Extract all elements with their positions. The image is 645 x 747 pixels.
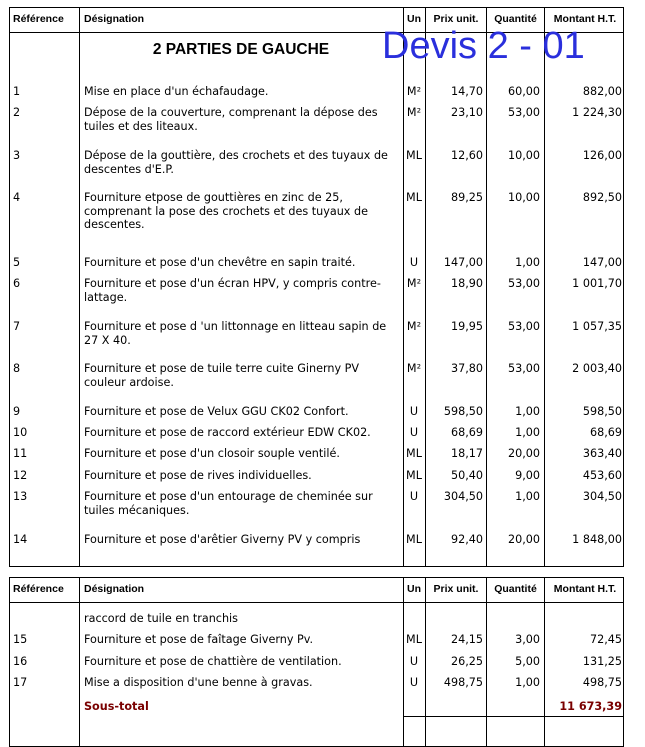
row-price: 37,80 <box>450 362 483 375</box>
row-reference: 11 <box>13 447 28 460</box>
row-unit: M² <box>406 277 422 290</box>
row-reference: 13 <box>13 490 28 503</box>
row-quantity: 3,00 <box>515 633 540 646</box>
header-amount: Montant H.T. <box>553 583 617 595</box>
row-price: 12,60 <box>450 149 483 162</box>
row-amount: 453,60 <box>582 469 622 482</box>
row-reference: 17 <box>13 676 28 689</box>
header-reference: Référence <box>13 13 64 25</box>
row-price: 18,17 <box>450 447 483 460</box>
row-amount: 363,40 <box>582 447 622 460</box>
row-unit: U <box>409 676 419 689</box>
section-title: 2 PARTIES DE GAUCHE <box>152 41 330 58</box>
header-amount: Montant H.T. <box>553 13 617 25</box>
row-quantity: 10,00 <box>507 149 540 162</box>
header-designation: Désignation <box>84 13 145 25</box>
header-price: Prix unit. <box>433 583 479 595</box>
row-price: 50,40 <box>450 469 483 482</box>
row-quantity: 53,00 <box>507 106 540 119</box>
row-amount: 72,45 <box>589 633 622 646</box>
row-amount: 882,00 <box>582 85 622 98</box>
row-quantity: 53,00 <box>507 362 540 375</box>
row-amount: 126,00 <box>582 149 622 162</box>
row-designation: Fourniture etpose de gouttières en zinc de 25, comprenant la pose des crochets et des tuyaux de descentes. <box>84 191 368 231</box>
row-unit: U <box>409 655 419 668</box>
row-reference: 8 <box>13 362 21 375</box>
row-designation: Fourniture et pose d'arêtier Giverny PV y compris <box>84 533 361 546</box>
row-unit: ML <box>406 633 422 646</box>
row-quantity: 1,00 <box>515 490 540 503</box>
row-designation: Fourniture et pose de rives individuelles. <box>84 469 312 482</box>
row-price: 498,75 <box>443 676 483 689</box>
row-price: 598,50 <box>443 405 483 418</box>
row-reference: 3 <box>13 149 21 162</box>
row-designation: Fourniture et pose d'un entourage de cheminée sur tuiles mécaniques. <box>84 490 373 517</box>
header-unit: Un <box>407 13 421 25</box>
header-designation: Désignation <box>84 583 145 595</box>
row-designation: Fourniture et pose d'un chevêtre en sapin traité. <box>84 256 356 269</box>
row-quantity: 5,00 <box>515 655 540 668</box>
row-price: 24,15 <box>450 633 483 646</box>
row-reference: 10 <box>13 426 28 439</box>
row-reference: 9 <box>13 405 21 418</box>
row-price: 304,50 <box>443 490 483 503</box>
row-designation: Fourniture et pose de Velux GGU CK02 Confort. <box>84 405 349 418</box>
row-reference: 5 <box>13 256 21 269</box>
row-amount: 498,75 <box>582 676 622 689</box>
row-amount: 2 003,40 <box>572 362 622 375</box>
header-price: Prix unit. <box>433 13 479 25</box>
row-designation: Fourniture et pose de faîtage Giverny Pv. <box>84 633 314 646</box>
row-reference: 6 <box>13 277 21 290</box>
table-header <box>10 578 623 603</box>
row-price: 26,25 <box>450 655 483 668</box>
row-quantity: 1,00 <box>515 426 540 439</box>
row-designation: Mise en place d'un échafaudage. <box>84 85 269 98</box>
header-unit: Un <box>407 583 421 595</box>
row-amount: 598,50 <box>582 405 622 418</box>
row-unit: M² <box>406 85 422 98</box>
row-price: 23,10 <box>450 106 483 119</box>
row-quantity: 10,00 <box>507 191 540 204</box>
row-unit: ML <box>406 447 422 460</box>
row-reference: 15 <box>13 633 28 646</box>
row-reference: 7 <box>13 320 21 333</box>
row-designation: raccord de tuile en tranchis <box>84 612 238 625</box>
row-reference: 2 <box>13 106 21 119</box>
row-quantity: 1,00 <box>515 405 540 418</box>
row-unit: U <box>409 256 419 269</box>
row-designation: Fourniture et pose de tuile terre cuite Ginerny PV couleur ardoise. <box>84 362 360 389</box>
row-unit: M² <box>406 320 422 333</box>
devis-label: Devis 2 - 01 <box>382 25 585 67</box>
row-quantity: 53,00 <box>507 277 540 290</box>
row-reference: 14 <box>13 533 28 546</box>
row-price: 18,90 <box>450 277 483 290</box>
row-price: 89,25 <box>450 191 483 204</box>
row-designation: Fourniture et pose de raccord extérieur EDW CK02. <box>84 426 371 439</box>
row-price: 19,95 <box>450 320 483 333</box>
header-reference: Référence <box>13 583 64 595</box>
row-amount: 1 224,30 <box>572 106 622 119</box>
row-quantity: 1,00 <box>515 676 540 689</box>
row-amount: 1 057,35 <box>572 320 622 333</box>
quote-table-2 <box>9 577 624 747</box>
row-unit: M² <box>406 106 422 119</box>
row-quantity: 60,00 <box>507 85 540 98</box>
row-unit: ML <box>406 191 422 204</box>
row-price: 92,40 <box>450 533 483 546</box>
row-amount: 304,50 <box>582 490 622 503</box>
quote-table-1 <box>9 7 624 567</box>
subtotal-amount: 11 673,39 <box>559 700 622 713</box>
row-reference: 4 <box>13 191 21 204</box>
row-price: 68,69 <box>450 426 483 439</box>
row-amount: 147,00 <box>582 256 622 269</box>
row-designation: Mise a disposition d'une benne à gravas. <box>84 676 313 689</box>
row-quantity: 53,00 <box>507 320 540 333</box>
row-unit: ML <box>406 469 422 482</box>
row-price: 14,70 <box>450 85 483 98</box>
row-amount: 892,50 <box>582 191 622 204</box>
row-quantity: 1,00 <box>515 256 540 269</box>
row-amount: 1 001,70 <box>572 277 622 290</box>
row-unit: U <box>409 426 419 439</box>
subtotal-label: Sous-total <box>84 700 149 713</box>
row-amount: 131,25 <box>582 655 622 668</box>
row-reference: 1 <box>13 85 21 98</box>
row-designation: Fourniture et pose d 'un littonnage en litteau sapin de 27 X 40. <box>84 320 387 347</box>
row-unit: ML <box>406 149 422 162</box>
row-unit: ML <box>406 533 422 546</box>
row-designation: Fourniture et pose d'un closoir souple ventilé. <box>84 447 340 460</box>
row-amount: 1 848,00 <box>572 533 622 546</box>
row-unit: U <box>409 490 419 503</box>
row-designation: Fourniture et pose d'un écran HPV, y compris contre- lattage. <box>84 277 381 304</box>
header-quantity: Quantité <box>494 13 537 25</box>
header-quantity: Quantité <box>494 583 537 595</box>
row-designation: Dépose de la gouttière, des crochets et des tuyaux de descentes d'E.P. <box>84 149 388 176</box>
row-reference: 12 <box>13 469 28 482</box>
row-amount: 68,69 <box>589 426 622 439</box>
row-quantity: 20,00 <box>507 533 540 546</box>
row-designation: Fourniture et pose de chattière de ventilation. <box>84 655 342 668</box>
row-reference: 16 <box>13 655 28 668</box>
row-quantity: 9,00 <box>515 469 540 482</box>
row-quantity: 20,00 <box>507 447 540 460</box>
row-unit: M² <box>406 362 422 375</box>
row-designation: Dépose de la couverture, comprenant la dépose des tuiles et des liteaux. <box>84 106 378 133</box>
row-price: 147,00 <box>443 256 483 269</box>
row-unit: U <box>409 405 419 418</box>
